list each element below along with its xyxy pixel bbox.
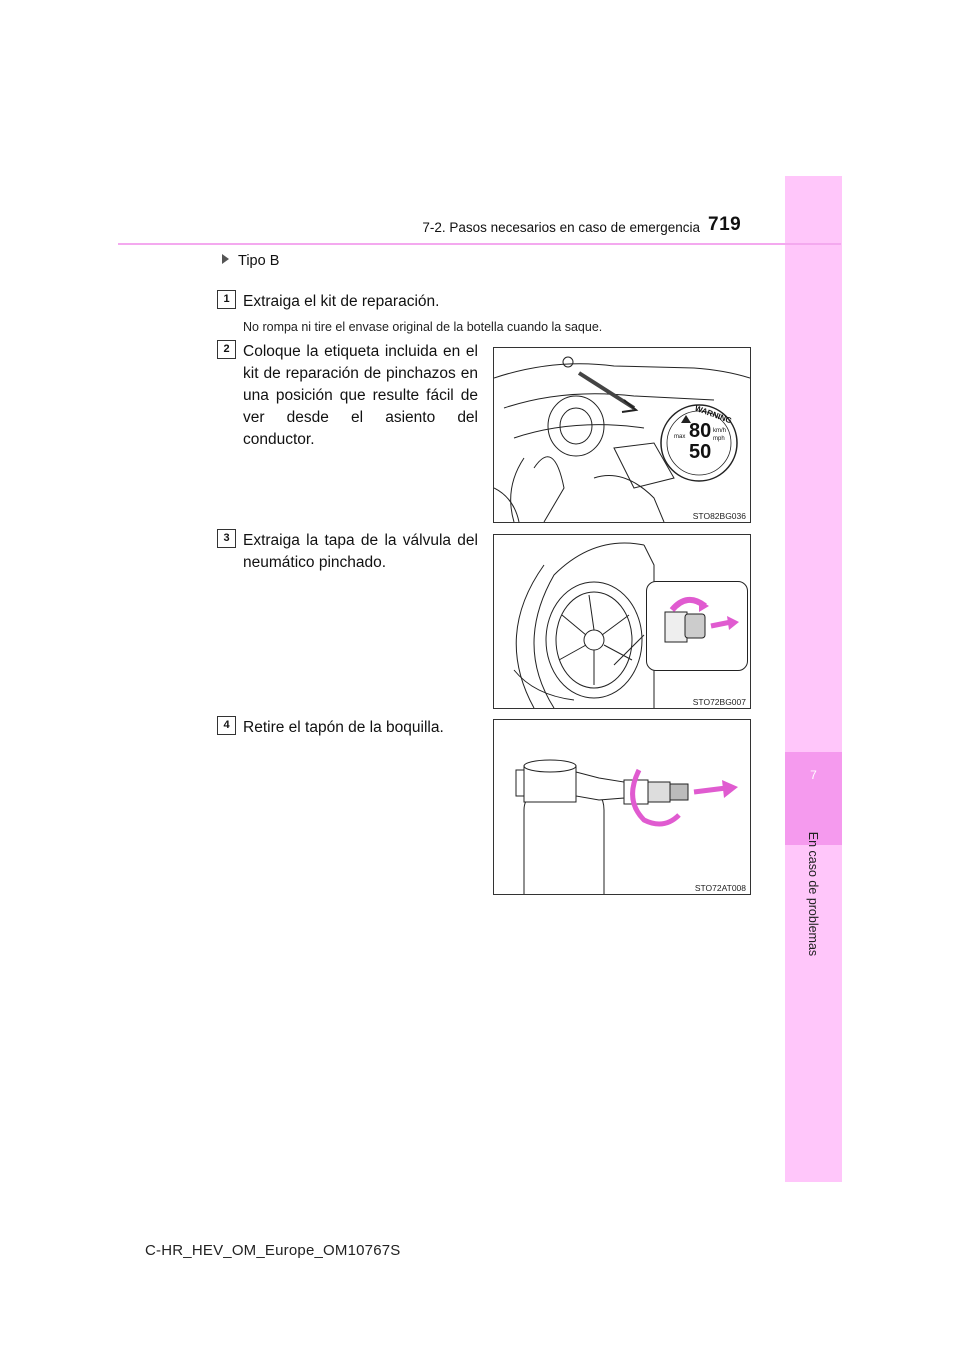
- figure-nozzle-cap: [493, 719, 751, 895]
- step-4-text: Retire el tapón de la boquilla.: [243, 719, 444, 736]
- label-warning-text: WARNING: [693, 403, 734, 426]
- step-number-3: 3: [217, 529, 236, 548]
- page-number: 719: [708, 214, 742, 235]
- chapter-number: 7: [810, 768, 817, 782]
- label-unit-bottom: mph: [713, 436, 725, 442]
- subheading: [222, 253, 279, 269]
- subheading-text: Tipo B: [238, 253, 280, 269]
- step-3-text: Extraiga la tapa de la válvula del neumático pinchado.: [243, 532, 478, 571]
- header-rule: [118, 243, 841, 245]
- chapter-title-text: En caso de problemas: [806, 831, 820, 957]
- step-number-4: 4: [217, 716, 236, 735]
- figure-code: STO82BG036: [692, 511, 746, 521]
- valve-detail-inset: [646, 581, 748, 671]
- step-1-text: Extraiga el kit de reparación.: [243, 293, 440, 310]
- step-number-2: 2: [217, 340, 236, 359]
- step-number-1: 1: [217, 290, 236, 309]
- footer-document-id: C-HR_HEV_OM_Europe_OM10767S: [145, 1242, 401, 1259]
- label-speed-top: 80: [689, 420, 712, 442]
- label-unit-top: km/h: [713, 428, 727, 434]
- figure-code: STO72BG007: [692, 697, 746, 707]
- figure-label-placement: [493, 347, 751, 523]
- label-speed-bottom: 50: [689, 441, 712, 463]
- chapter-side-tab: [785, 176, 842, 1182]
- figure-valve-cap: [493, 534, 751, 709]
- step-2-text: Coloque la etiqueta incluida en el kit de reparación de pinchazos en una posición que resulte fácil de ver desde el asiento del conductor.: [243, 343, 478, 448]
- label-max: max: [674, 434, 686, 440]
- triangle-bullet-icon: [222, 254, 229, 264]
- step-1-note: No rompa ni tire el envase original de la botella cuando la saque.: [243, 320, 603, 334]
- valve-cap-remove-icon: [647, 582, 747, 670]
- section-title: 7-2. Pasos necesarios en caso de emergencia: [422, 220, 700, 235]
- figure-code: STO72AT008: [694, 883, 746, 893]
- bottle-nozzle-illustration: [494, 720, 750, 894]
